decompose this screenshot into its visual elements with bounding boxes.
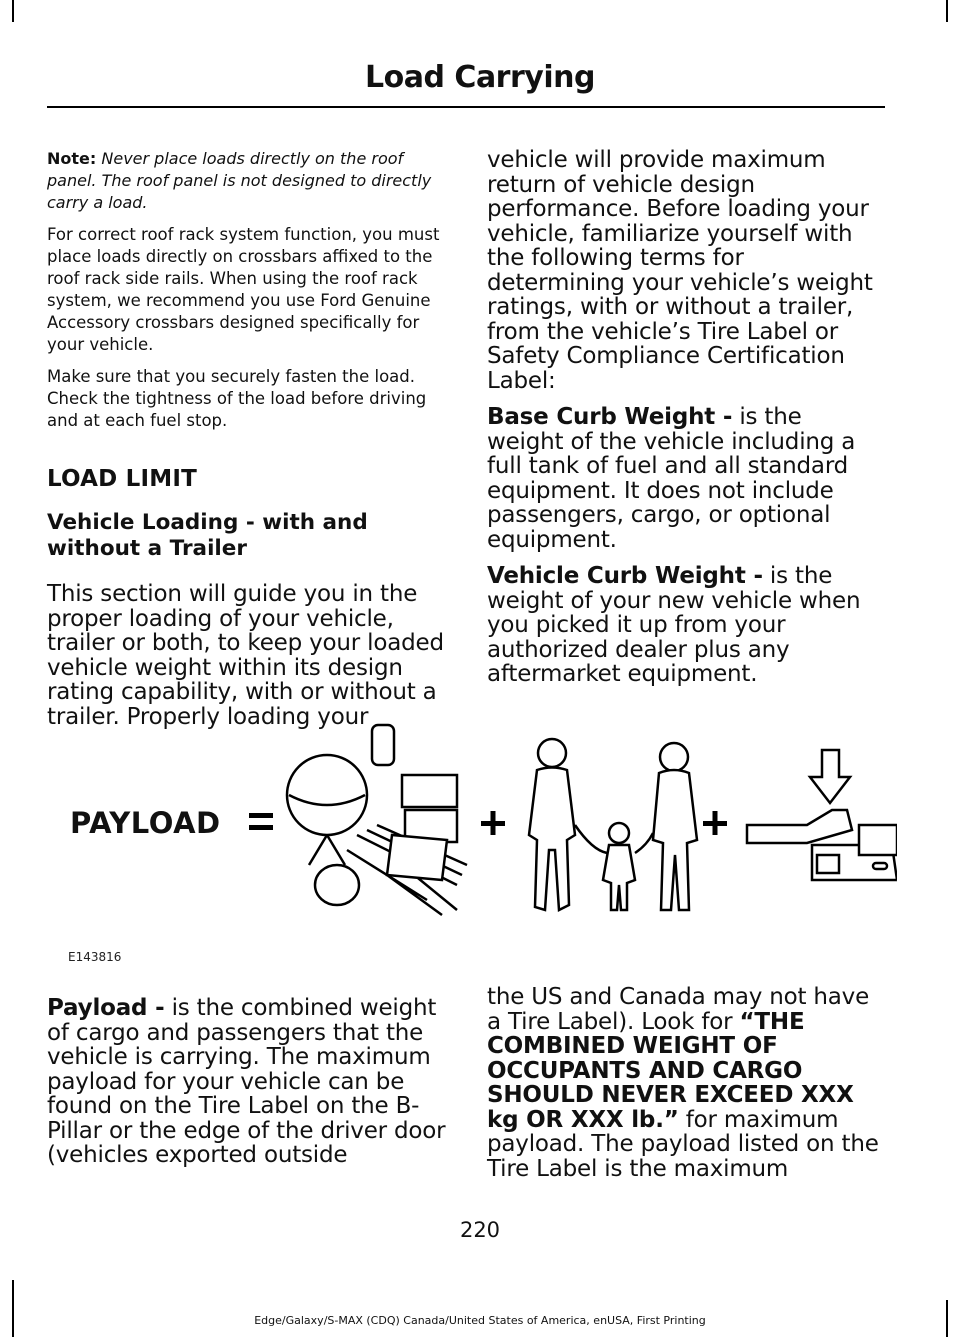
base-curb-weight-paragraph bbox=[487, 405, 882, 552]
vehicle-curb-weight-text: is the weight of your new vehicle when you picked it up from your authorized dealer plus any aftermarket equipment. bbox=[487, 563, 861, 687]
vehicle-curb-weight-paragraph bbox=[487, 564, 882, 687]
fasten-load-paragraph: Make sure that you securely fasten the load. Check the tightness of the load before driving and at each fuel stop. bbox=[47, 367, 427, 430]
figure-label: PAYLOAD bbox=[70, 806, 221, 840]
note-text: Never place loads directly on the roof panel. The roof panel is not designed to directly carry a load. bbox=[47, 149, 432, 212]
payload-term: Payload - bbox=[47, 995, 165, 1021]
left-column bbox=[47, 148, 447, 741]
roof-rack-paragraph: For correct roof rack system function, you must place loads directly on crossbars affixed to the roof rack side rails. When using the roof rack system, we recommend you use Ford Genuine Accessory crossbars designed specifically for your vehicle. bbox=[47, 225, 440, 354]
tire-label-text-2: for maximum payload. The payload listed on the Tire Label is the maximum bbox=[487, 1106, 879, 1182]
header-divider bbox=[47, 106, 885, 108]
cargo-items-icon bbox=[287, 725, 467, 915]
bottom-left-column bbox=[47, 996, 447, 1180]
right-column bbox=[487, 148, 882, 699]
page-number: 220 bbox=[459, 1218, 501, 1242]
page-title: Load Carrying bbox=[365, 60, 595, 95]
note-label: Note: bbox=[47, 149, 97, 168]
note bbox=[47, 148, 447, 214]
bottom-right-column bbox=[487, 985, 882, 1193]
crop-mark bbox=[946, 0, 948, 22]
tire-label-text-1: the US and Canada may not have a Tire Label). Look for bbox=[487, 984, 870, 1035]
tire-label-paragraph bbox=[487, 985, 882, 1181]
base-curb-weight-text: is the weight of the vehicle including a full tank of fuel and all standard equipment. It does not include passengers, cargo, or optional equipment. bbox=[487, 404, 856, 553]
subsection-heading: Vehicle Loading - with and without a Trailer bbox=[47, 510, 368, 561]
equals-icon bbox=[249, 813, 273, 830]
plus-icon bbox=[703, 811, 727, 835]
payload-figure bbox=[47, 715, 897, 935]
vehicle-curb-weight-term: Vehicle Curb Weight - bbox=[487, 563, 763, 589]
payload-paragraph bbox=[47, 996, 447, 1168]
crop-mark bbox=[12, 0, 14, 22]
trailer-hitch-icon bbox=[747, 750, 897, 880]
base-curb-weight-term: Base Curb Weight - bbox=[487, 404, 733, 430]
guide-paragraph: This section will guide you in the proper loading of your vehicle, trailer or both, to keep your loaded vehicle weight within its design rating capability, with or without a trailer. Properly loading your bbox=[47, 581, 444, 730]
payload-text: is the combined weight of cargo and passengers that the vehicle is carrying. The maximum payload for your vehicle can be found on the Tire Label on the B-Pillar or the edge of the driver door (vehicles exported outside bbox=[47, 995, 446, 1168]
crop-mark bbox=[12, 1280, 14, 1337]
tire-label-quote: “THE COMBINED WEIGHT OF OCCUPANTS AND CARGO SHOULD NEVER EXCEED XXX kg OR XXX lb.” bbox=[487, 1008, 854, 1133]
footer: Edge/Galaxy/S-MAX (CDQ) Canada/United States of America, enUSA, First Printing bbox=[254, 1314, 706, 1327]
familiarize-paragraph: vehicle will provide maximum return of vehicle design performance. Before loading your vehicle, familiarize yourself with the following terms for determining your vehicle’s weight ratings, with or without a trailer, from the vehicle’s Tire Label or Safety Compliance Certification Label: bbox=[487, 147, 873, 394]
plus-icon bbox=[481, 811, 505, 835]
passengers-family-icon bbox=[529, 739, 697, 910]
section-heading: LOAD LIMIT bbox=[47, 466, 198, 492]
figure-code: E143816 bbox=[68, 950, 122, 964]
